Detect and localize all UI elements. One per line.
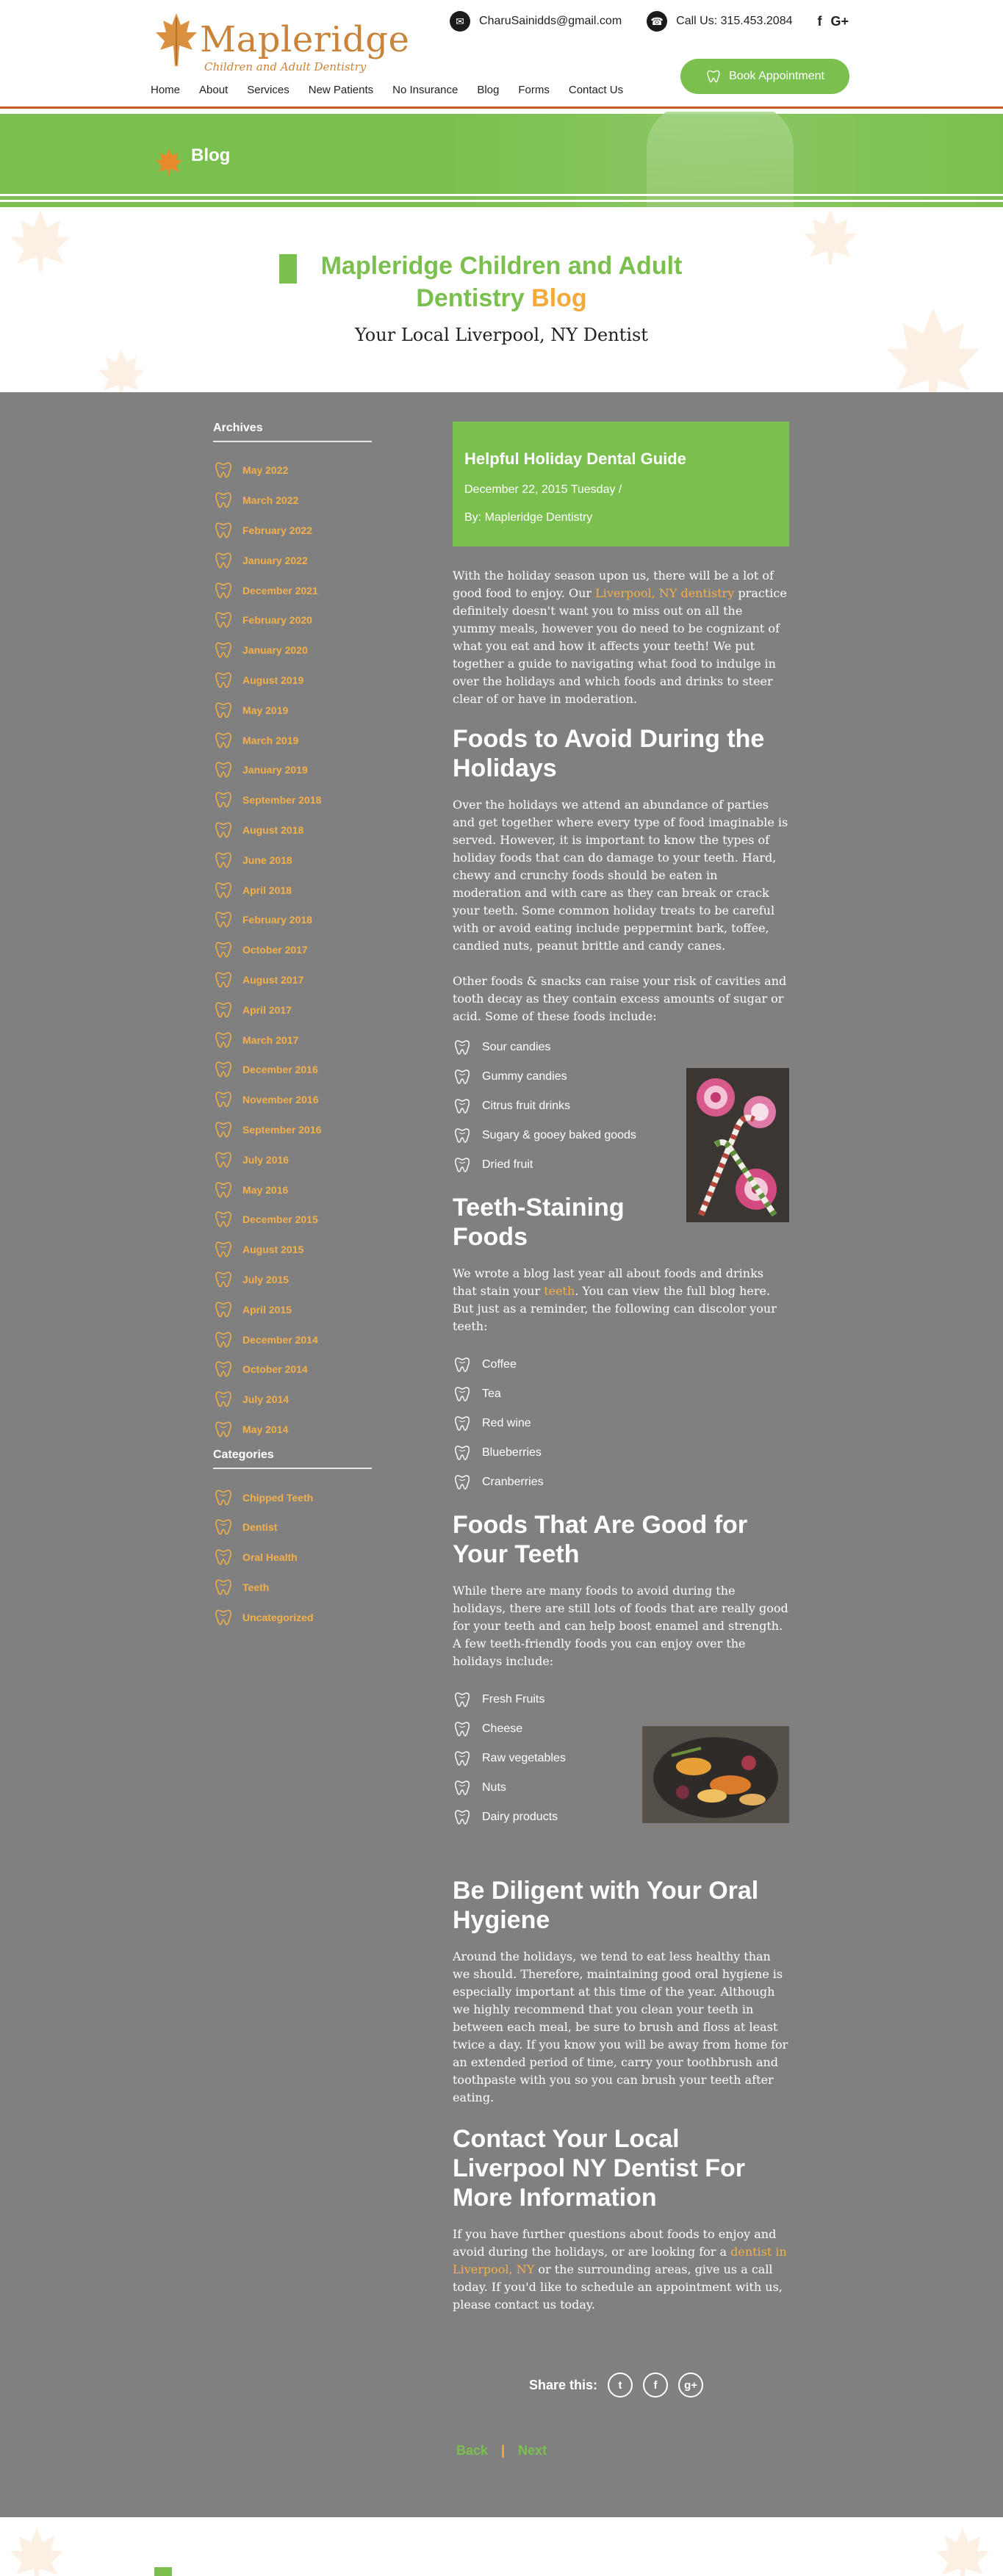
- archive-label: January 2020: [242, 644, 308, 657]
- tooth-icon: [213, 1030, 234, 1050]
- tooth-icon: [213, 1330, 234, 1350]
- tooth-icon: [453, 1385, 472, 1404]
- stain-text: We wrote a blog last year all about foods and drinks that stain your: [453, 1266, 763, 1298]
- contact-bar: [450, 10, 849, 32]
- hygiene-paragraph: Around the holidays, we tend to eat less healthy than we should. Therefore, maintaining good oral hygiene is especially important at this time of the year. Although we highly recommend that you clean your teeth in between each meal, be sure to brush and floss at least twice a day. If you know you will be away from home for an extended period of time, carry your toothbrush and toothpaste with you so you can brush your teeth after eating.: [453, 1949, 788, 2104]
- archive-label: February 2022: [242, 524, 312, 536]
- intro-text-2: practice definitely doesn't want you to miss out on all the yummy meals, however you do need to be cognizant of what you eat and how it affects your teeth! We put together a guide to navigating what food to indulge in over the holidays and which foods and drinks to steer clear of or have in moderation.: [453, 586, 787, 706]
- tooth-icon: [213, 1487, 234, 1508]
- tooth-icon: [213, 1359, 234, 1379]
- tooth-icon: [705, 68, 722, 84]
- post-title: Helpful Holiday Dental Guide: [464, 450, 686, 468]
- archive-item[interactable]: [213, 755, 372, 785]
- list-item: [453, 1468, 789, 1497]
- google-plus-share-icon[interactable]: g+: [678, 2373, 703, 2398]
- archive-item[interactable]: [213, 1175, 372, 1205]
- tooth-icon: [213, 550, 234, 571]
- tooth-icon: [213, 700, 234, 721]
- archive-label: December 2015: [242, 1213, 318, 1226]
- tooth-icon: [213, 490, 234, 510]
- archive-item[interactable]: [213, 875, 372, 905]
- maple-leaf-icon: [96, 347, 147, 392]
- tooth-icon: [213, 1000, 234, 1020]
- tooth-icon: [453, 1067, 472, 1086]
- hero-line-top: [0, 112, 1003, 114]
- tooth-icon: [453, 1473, 472, 1492]
- archive-item[interactable]: [213, 635, 372, 665]
- list-item-text: Fresh Fruits: [482, 1693, 545, 1706]
- roasted-vegetables-image: [642, 1726, 789, 1823]
- logo-tagline: Children and Adult Dentistry: [204, 60, 367, 73]
- tooth-icon: [453, 1443, 472, 1462]
- list-item: [453, 1379, 789, 1409]
- list-item-text: Dairy products: [482, 1811, 558, 1823]
- tooth-icon: [213, 460, 234, 480]
- good-paragraph: While there are many foods to avoid during the holidays, there are still lots of foods that are really good for your teeth and can help boost enamel and strength. A few teeth-friendly foods you can enjoy over the holidays include:: [453, 1584, 788, 1668]
- archive-label: March 2017: [242, 1033, 299, 1046]
- archive-label: December 2014: [242, 1333, 318, 1346]
- liverpool-dentistry-link[interactable]: Liverpool, NY dentistry: [595, 586, 735, 600]
- list-item: [453, 1685, 789, 1714]
- heading-good-foods: Foods That Are Good for Your Teeth: [453, 1511, 748, 1568]
- main-content: [0, 392, 1003, 2517]
- archive-item[interactable]: [213, 1235, 372, 1265]
- maple-leaf-icon: [154, 147, 184, 176]
- archive-item[interactable]: [213, 455, 372, 486]
- list-item: [453, 1350, 789, 1379]
- category-label: Oral Health: [242, 1551, 298, 1564]
- blog-post: [453, 422, 789, 2314]
- list-item: [453, 1409, 789, 1438]
- archive-label: March 2019: [242, 734, 299, 746]
- maple-leaf-icon: [882, 303, 985, 392]
- tooth-icon: [213, 850, 234, 870]
- archive-label: August 2015: [242, 1244, 304, 1256]
- tooth-icon: [453, 1749, 472, 1768]
- list-item-text: Dried fruit: [482, 1158, 533, 1171]
- tooth-icon: [213, 1269, 234, 1290]
- category-label: Chipped Teeth: [242, 1491, 314, 1504]
- tooth-icon: [213, 640, 234, 660]
- contact-text-2: or the surrounding areas, give us a call today. If you'd like to schedule an appointment with us, please contact us today.: [453, 2262, 783, 2312]
- phone-icon: ☎: [647, 11, 667, 32]
- page-heading-section: [0, 207, 1003, 392]
- archive-item[interactable]: [213, 1085, 372, 1115]
- page-subtitle: Your Local Liverpool, NY Dentist: [355, 325, 648, 345]
- tooth-icon: [213, 1150, 234, 1170]
- tooth-icon: [453, 1690, 472, 1709]
- page-title-line2: [0, 282, 1003, 314]
- category-label: Uncategorized: [242, 1611, 314, 1623]
- page-title-line1: Mapleridge Children and Adult: [320, 252, 683, 280]
- tooth-icon: [213, 1119, 234, 1140]
- list-item-text: Gummy candies: [482, 1070, 567, 1083]
- facebook-share-icon[interactable]: f: [643, 2373, 668, 2398]
- archive-item[interactable]: [213, 815, 372, 845]
- list-item-text: Citrus fruit drinks: [482, 1100, 571, 1112]
- archive-label: May 2022: [242, 464, 289, 477]
- list-item-text: Sugary & gooey baked goods: [482, 1129, 636, 1141]
- archive-label: August 2018: [242, 823, 304, 836]
- page-title-word: Dentistry: [416, 284, 525, 312]
- hero-line-bottom: [0, 194, 1003, 196]
- post-pagination: [0, 2443, 1003, 2458]
- archive-item[interactable]: [213, 1294, 372, 1324]
- archive-item[interactable]: [213, 1265, 372, 1295]
- nav-services[interactable]: Services: [247, 84, 290, 96]
- tooth-icon: [213, 1517, 234, 1537]
- footer-accent-bar: [154, 2567, 172, 2576]
- archive-label: July 2015: [242, 1273, 290, 1285]
- tooth-icon: [453, 1355, 472, 1374]
- archive-item[interactable]: [213, 1025, 372, 1055]
- archive-item[interactable]: [213, 545, 372, 575]
- nav-new-patients[interactable]: New Patients: [308, 84, 374, 96]
- tooth-icon: [213, 580, 234, 601]
- archive-label: December 2021: [242, 584, 318, 596]
- heading-teeth-staining-text: Teeth-Staining Foods: [453, 1194, 625, 1251]
- dentist-liverpool-link[interactable]: dentist in Liverpool, NY: [453, 2245, 787, 2276]
- archive-label: April 2017: [242, 1003, 292, 1016]
- tooth-icon: [213, 1059, 234, 1080]
- post-date: December 22, 2015 Tuesday /: [464, 483, 622, 496]
- list-item-text: Coffee: [482, 1358, 517, 1371]
- archive-item[interactable]: [213, 1415, 372, 1445]
- category-label: Teeth: [242, 1581, 270, 1594]
- maple-leaf-icon: [154, 10, 198, 69]
- tooth-icon: [213, 909, 234, 930]
- phone-link[interactable]: Call Us: 315.453.2084: [676, 15, 793, 27]
- tooth-icon: [213, 1419, 234, 1440]
- tooth-icon: [213, 760, 234, 780]
- list-item: [453, 1033, 789, 1062]
- archive-label: August 2019: [242, 674, 304, 686]
- archive-label: April 2015: [242, 1303, 292, 1316]
- nav-no-insurance[interactable]: No Insurance: [392, 84, 459, 96]
- tooth-icon: [213, 1607, 234, 1628]
- archive-label: June 2018: [242, 854, 292, 866]
- tooth-icon: [213, 880, 234, 901]
- list-item-text: Raw vegetables: [482, 1752, 566, 1764]
- archive-item[interactable]: [213, 1354, 372, 1385]
- nav-contact-us[interactable]: Contact Us: [568, 84, 624, 96]
- category-item[interactable]: [213, 1602, 372, 1632]
- post-author: By: Mapleridge Dentistry: [464, 511, 593, 524]
- archive-label: July 2016: [242, 1153, 290, 1166]
- archive-item[interactable]: [213, 1115, 372, 1145]
- archive-item[interactable]: [213, 516, 372, 546]
- footer: [0, 2517, 1003, 2576]
- hero-title: Blog: [191, 145, 231, 165]
- list-item: [453, 1438, 789, 1468]
- email-link[interactable]: CharuSainidds@gmail.com: [479, 15, 622, 27]
- tooth-icon: [213, 670, 234, 690]
- maple-leaf-icon: [7, 2525, 66, 2576]
- twitter-icon[interactable]: t: [608, 2373, 633, 2398]
- logo-name: Mapleridge: [200, 19, 410, 60]
- tooth-icon: [213, 730, 234, 751]
- tooth-icon: [453, 1038, 472, 1057]
- tooth-icon: [213, 1547, 234, 1567]
- archive-item[interactable]: [213, 845, 372, 875]
- email-icon: ✉: [450, 11, 470, 32]
- tooth-icon: [213, 970, 234, 990]
- back-link[interactable]: Back: [456, 2443, 488, 2458]
- archive-item[interactable]: [213, 695, 372, 725]
- stain-list: [453, 1350, 789, 1497]
- archive-label: February 2020: [242, 614, 312, 627]
- archive-label: July 2014: [242, 1393, 290, 1406]
- heading-contact-dentist: Contact Your Local Liverpool NY Dentist For More Information: [453, 2125, 745, 2212]
- tooth-icon: [453, 1778, 472, 1797]
- archive-item[interactable]: [213, 665, 372, 696]
- category-label: Dentist: [242, 1521, 278, 1534]
- next-link[interactable]: Next: [518, 2443, 547, 2458]
- book-appointment-button[interactable]: [680, 59, 849, 94]
- intro-text: With the holiday season upon us, there will be a lot of good food to enjoy. Our: [453, 569, 774, 600]
- hero-banner: [0, 112, 1003, 207]
- contact-paragraph: [453, 2226, 789, 2314]
- list-item-text: Red wine: [482, 1417, 531, 1429]
- archive-label: December 2016: [242, 1064, 318, 1076]
- category-item[interactable]: [213, 1543, 372, 1573]
- hero-photo: [647, 112, 794, 207]
- archive-item[interactable]: [213, 1055, 372, 1085]
- share-bar: [529, 2373, 703, 2398]
- category-item[interactable]: [213, 1512, 372, 1543]
- archive-label: November 2016: [242, 1094, 319, 1106]
- nav-blog[interactable]: Blog: [477, 84, 500, 96]
- archive-item[interactable]: [213, 1324, 372, 1354]
- archive-label: January 2022: [242, 554, 308, 566]
- teeth-link[interactable]: teeth: [544, 1284, 575, 1298]
- post-header-box: [453, 422, 789, 546]
- categories-title: Categories: [213, 1448, 372, 1469]
- maple-leaf-icon: [933, 2525, 992, 2576]
- tooth-icon: [453, 1126, 472, 1145]
- archive-label: October 2017: [242, 944, 308, 956]
- contact-text: If you have further questions about foods to enjoy and avoid during the holidays, or are looking for a: [453, 2227, 777, 2259]
- archive-item[interactable]: [213, 575, 372, 605]
- archive-item[interactable]: [213, 486, 372, 516]
- archive-label: May 2016: [242, 1183, 289, 1196]
- tooth-icon: [213, 610, 234, 630]
- tooth-icon: [453, 1720, 472, 1739]
- list-item-text: Cranberries: [482, 1476, 544, 1488]
- heading-oral-hygiene: Be Diligent with Your Oral Hygiene: [453, 1877, 759, 1934]
- archive-item[interactable]: [213, 1144, 372, 1175]
- list-item-text: Tea: [482, 1388, 501, 1400]
- archive-label: February 2018: [242, 914, 312, 926]
- archive-label: May 2019: [242, 704, 289, 716]
- archive-item[interactable]: [213, 935, 372, 965]
- stain-text-2: . You can view the full blog here. But just as a reminder, the following can discolor your teeth:: [453, 1284, 777, 1333]
- archive-item[interactable]: [213, 1205, 372, 1235]
- archives-list: [213, 455, 372, 1444]
- tooth-icon: [453, 1414, 472, 1433]
- categories-list: [213, 1482, 372, 1632]
- site-header: [0, 0, 1003, 107]
- archive-label: August 2017: [242, 973, 304, 986]
- category-item[interactable]: [213, 1573, 372, 1603]
- tooth-icon: [213, 1577, 234, 1598]
- archive-label: January 2019: [242, 764, 308, 776]
- google-plus-icon[interactable]: G+: [830, 13, 849, 29]
- archives-title: Archives: [213, 422, 372, 442]
- archive-label: September 2016: [242, 1123, 322, 1136]
- avoid-paragraph-1: Over the holidays we attend an abundance of parties and get together where every type of food imaginable is served. However, it is important to know the types of holiday foods that can do damage to your teeth. Hard, chewy and crunchy foods should be eaten in moderation and with care as they can break or crack your teeth. Some common holiday treats to be careful with or avoid eating include peppermint bark, toffee, candied nuts, peanut brittle and candy canes.: [453, 798, 788, 953]
- archive-item[interactable]: [213, 605, 372, 635]
- tooth-icon: [213, 939, 234, 960]
- pager-separator: |: [500, 2443, 506, 2458]
- list-item-text: Blueberries: [482, 1446, 542, 1459]
- tooth-icon: [213, 520, 234, 541]
- tooth-icon: [213, 1389, 234, 1410]
- archive-item[interactable]: [213, 905, 372, 935]
- list-item-text: Sour candies: [482, 1041, 551, 1053]
- heading-foods-to-avoid: Foods to Avoid During the Holidays: [453, 725, 765, 782]
- sidebar: [213, 422, 372, 1632]
- page-title: [0, 250, 1003, 314]
- tooth-icon: [453, 1097, 472, 1116]
- archive-label: October 2014: [242, 1363, 308, 1376]
- post-intro: [453, 567, 789, 708]
- tooth-icon: [213, 820, 234, 840]
- candy-photo: [686, 1068, 789, 1222]
- tooth-icon: [453, 1155, 472, 1175]
- tooth-icon: [213, 790, 234, 810]
- avoid-paragraph-2: Other foods & snacks can raise your risk of cavities and tooth decay as they contain excess amounts of sugar or acid. Some of these foods include:: [453, 974, 787, 1023]
- share-label: Share this:: [529, 2377, 598, 2392]
- archive-item[interactable]: [213, 995, 372, 1025]
- tooth-icon: [213, 1180, 234, 1200]
- facebook-icon[interactable]: f: [817, 13, 822, 29]
- archive-item[interactable]: [213, 785, 372, 815]
- tooth-icon: [213, 1239, 234, 1260]
- tooth-icon: [213, 1209, 234, 1230]
- archive-item[interactable]: [213, 1385, 372, 1415]
- tooth-icon: [213, 1089, 234, 1110]
- category-item[interactable]: [213, 1482, 372, 1512]
- nav-forms[interactable]: Forms: [518, 84, 550, 96]
- nav-about[interactable]: About: [199, 84, 229, 96]
- site-logo[interactable]: [154, 7, 410, 73]
- archive-item[interactable]: [213, 725, 372, 755]
- candy-canes-image: [686, 1068, 789, 1222]
- archive-label: May 2014: [242, 1423, 289, 1435]
- archive-label: April 2018: [242, 884, 292, 896]
- tooth-icon: [213, 1299, 234, 1320]
- book-appointment-label: Book Appointment: [729, 70, 824, 82]
- archive-label: March 2022: [242, 494, 299, 507]
- hero-line-bottom-2: [0, 200, 1003, 202]
- main-nav: [151, 84, 623, 96]
- nav-home[interactable]: Home: [151, 84, 181, 96]
- archive-item[interactable]: [213, 965, 372, 995]
- stain-paragraph: [453, 1265, 789, 1335]
- tooth-icon: [453, 1808, 472, 1827]
- archive-label: September 2018: [242, 794, 322, 807]
- list-item-text: Cheese: [482, 1722, 523, 1735]
- food-photo: [642, 1726, 789, 1823]
- list-item-text: Nuts: [482, 1781, 506, 1794]
- page-title-accent: Blog: [531, 284, 587, 312]
